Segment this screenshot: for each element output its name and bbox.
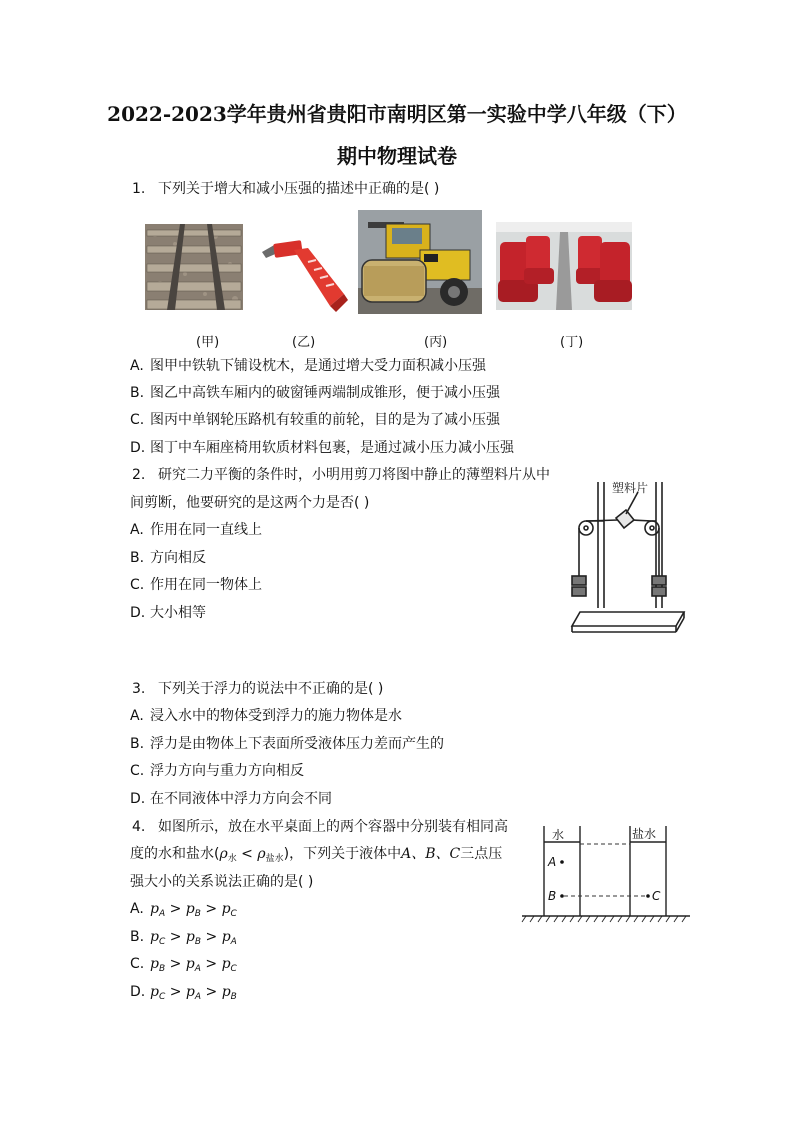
pressure-symbol: p <box>221 956 231 972</box>
greater-than-sign: > <box>201 984 222 1000</box>
pressure-symbol: p <box>221 901 231 917</box>
pressure-symbol: p <box>150 929 159 945</box>
q1-option-d: D. 图丁中车厢座椅用软质材料包裹，是通过减小压力减小压强 <box>130 440 514 456</box>
option-letter: A. <box>130 901 144 917</box>
greater-than-sign: > <box>165 956 186 972</box>
q1-option-a: A. 图甲中铁轨下铺设枕木，是通过增大受力面积减小压强 <box>130 358 486 374</box>
pressure-subscript: A <box>194 964 201 974</box>
pressure-symbol: p <box>185 929 195 945</box>
greater-than-sign: > <box>165 929 186 945</box>
question-3-stem: 3. 下列关于浮力的说法中不正确的是( ) <box>132 681 384 697</box>
pressure-symbol: p <box>185 956 195 972</box>
question-4-stem: 4. 如图所示，放在水平桌面上的两个容器中分别装有相同高 <box>132 819 508 835</box>
q3-option-a: A. 浸入水中的物体受到浮力的施力物体是水 <box>130 708 402 724</box>
pressure-symbol: p <box>221 984 231 1000</box>
pressure-symbol: p <box>185 901 195 917</box>
pressure-subscript: B <box>230 992 237 1002</box>
question-1-stem <box>132 180 439 198</box>
q2-option-d: D. 大小相等 <box>130 605 206 621</box>
caption-jia: (甲) <box>196 335 220 350</box>
pressure-subscript: C <box>230 964 237 974</box>
q3-option-b: B. 浮力是由物体上下表面所受液体压力差而产生的 <box>130 736 444 752</box>
caption-ding: (丁) <box>560 335 584 350</box>
railway-track-photo <box>145 224 243 310</box>
pressure-subscript: C <box>230 909 237 919</box>
question-4-stem-cont: 度的水和盐水$(\rho_水 < \rho_{盐水})$，下列关于液体中A、B、C三点压 <box>130 846 503 864</box>
greater-than-sign: > <box>200 901 222 917</box>
q4-option-b <box>130 928 237 951</box>
pressure-subscript: B <box>158 964 166 974</box>
pressure-subscript: C <box>158 992 166 1002</box>
pressure-symbol: p <box>150 901 159 917</box>
question-number: 1. <box>132 181 146 197</box>
greater-than-sign: > <box>200 956 222 972</box>
brine-label: 盐水 <box>632 827 657 841</box>
q2-option-c: C. 作用在同一物体上 <box>130 577 262 593</box>
pressure-subscript: A <box>230 937 237 947</box>
road-roller-photo <box>358 210 482 314</box>
q4-option-c <box>130 955 237 978</box>
pressure-subscript: A <box>194 992 202 1002</box>
pressure-subscript: B <box>194 909 201 919</box>
q1-option-b: B. 图乙中高铁车厢内的破窗锤两端制成锥形，便于减小压强 <box>130 385 500 401</box>
two-force-balance-diagram <box>564 476 690 638</box>
water-label: 水 <box>552 828 565 842</box>
question-2-stem: 2. 研究二力平衡的条件时，小明用剪刀将图中静止的薄塑料片从中 <box>132 467 550 483</box>
question-text: 下列关于增大和减小压强的描述中正确的是( ) <box>158 181 440 197</box>
q3-option-c: C. 浮力方向与重力方向相反 <box>130 763 304 779</box>
q2-option-a: A. 作用在同一直线上 <box>130 522 262 538</box>
greater-than-sign: > <box>201 929 222 945</box>
pressure-subscript: B <box>194 937 202 947</box>
option-letter: C. <box>130 956 145 972</box>
greater-than-sign: > <box>165 901 186 917</box>
plastic-card-label: 塑料片 <box>612 481 649 495</box>
point-c-label: C <box>652 889 661 903</box>
exam-title-line2: 期中物理试卷 <box>337 144 457 168</box>
question-4-stem-cont2: 强大小的关系说法正确的是( ) <box>130 874 314 890</box>
q3-option-d: D. 在不同液体中浮力方向会不同 <box>130 791 332 807</box>
caption-bing: (丙) <box>424 335 448 350</box>
exam-title-line1: 2022-2023学年贵州省贵阳市南明区第一实验中学八年级（下） <box>107 102 687 126</box>
pressure-symbol: p <box>150 956 159 972</box>
point-a-label: A <box>548 855 557 869</box>
pressure-symbol: p <box>221 929 231 945</box>
safety-hammer-photo <box>258 222 350 314</box>
pressure-symbol: p <box>185 984 195 1000</box>
question-2-stem-cont: 间剪断，他要研究的是这两个力是否( ) <box>130 495 370 511</box>
caption-yi: (乙) <box>292 335 316 350</box>
liquid-pressure-diagram <box>520 822 692 924</box>
point-b-label: B <box>548 889 557 903</box>
pressure-subscript: C <box>158 937 166 947</box>
q4-option-a <box>130 900 237 923</box>
greater-than-sign: > <box>165 984 186 1000</box>
q2-option-b: B. 方向相反 <box>130 550 206 566</box>
option-letter: D. <box>130 984 146 1000</box>
option-letter: B. <box>130 929 145 945</box>
pressure-subscript: A <box>158 909 166 919</box>
train-seats-photo <box>496 222 632 310</box>
q4-option-d <box>130 983 237 1006</box>
q1-option-c: C. 图丙中单钢轮压路机有较重的前轮，目的是为了减小压强 <box>130 412 500 428</box>
pressure-symbol: p <box>150 984 159 1000</box>
